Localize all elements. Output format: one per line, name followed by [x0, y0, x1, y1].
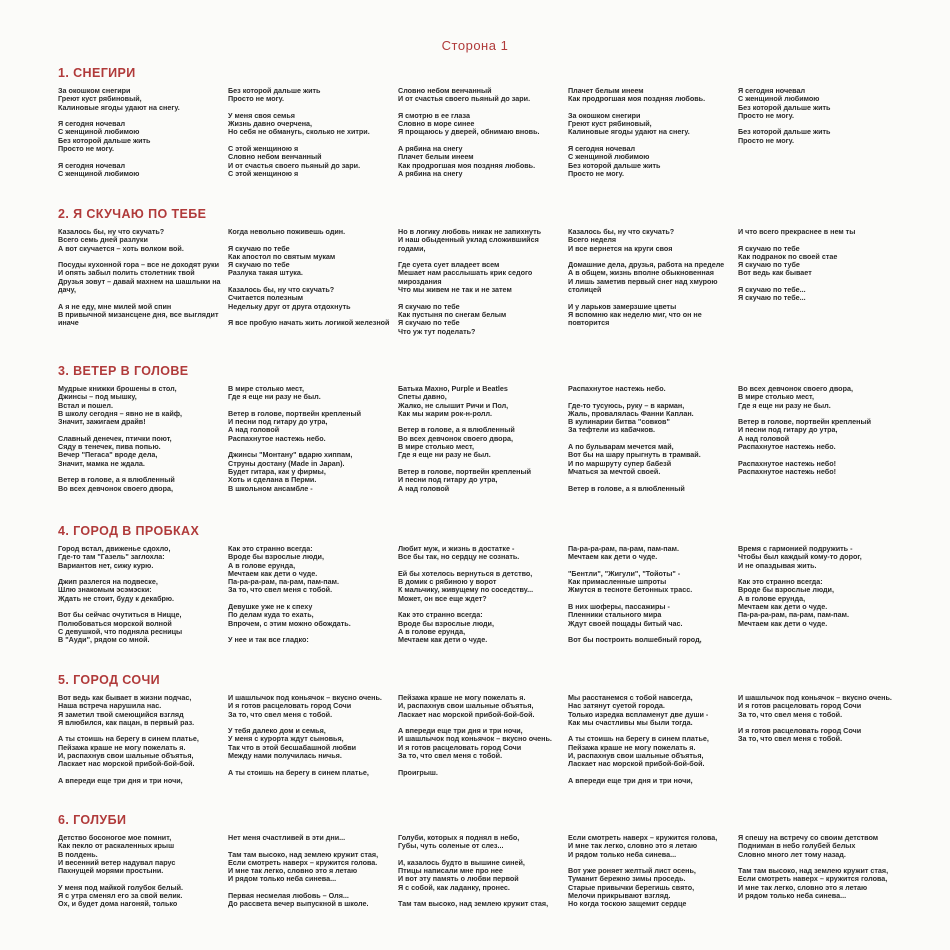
lyrics-column: Но в логику любовь никак не запихнуть И наш обыденный уклад сложившийся годами, Где суета сует владеет всем Мешает нам расслышать крик седого мироздания Что мы живем не так и не затем Я скучаю по тебе Как пустыня по снегам белым Я скучаю по тебе Что уж тут поделать?: [398, 228, 542, 336]
lyrics-column: Если смотреть наверх – кружится голова, И мне так легко, словно это я летаю И рядом только неба синева... Вот уже роняет желтый лист осень, Туманит бережно зимы проседь. Старые привычки берегишь свято, Мелочи прикрывают взгляд. Но когда тоскою защемит сердце: [568, 834, 718, 909]
lyrics-column: Казалось бы, ну что скучать? Всего неделя И все вернется на круги своя Домашние дела, друзья, работа на пределе А в общем, жизнь вполне обыкновенная И лишь заметив первый снег над хмурою столицей И у ларьков замерзшие цветы Я вспомню как неделю миг, что он не повторится: [568, 228, 725, 328]
song-2: [58, 207, 908, 336]
lyrics-column: Любит муж, и жизнь в достатке - Все бы так, но сердцу не сознать. Ей бы хотелось вернуться в детство, В домик с рябиною у ворот К мальчику, живущему по соседству... Может, он все еще ждет? Как это странно всегда: Вроде бы взрослые люди, А в голове ерунда, Мечтаем как дети о чуде.: [398, 545, 534, 645]
lyrics-column: Город встал, движенье сдохло, Где-то там "Газель" заглохла: Вариантов нет, сижу курю. Джип разлегся на подвеске, Шлю знакомым эсэмэски: Ждать не стоит, буду к декабрю. Вот бы сейчас очутиться в Ницце, Полюбоваться морской волной С девушкой, что подняла ресницы В "Ауди", рядом со мной.: [58, 545, 183, 645]
lyrics-column: И что всего прекраснее в нем ты Я скучаю по тебе Как подранок по своей стае Я скучаю по тубе Вот ведь как бывает Я скучаю по тебе... Я скучаю по тебе...: [738, 228, 856, 303]
lyrics-column: Словно небом венчанный И от счастья своего пьяный до зари. Я смотрю в ее глаза Словно в море синее Я прощаюсь у дверей, обнимаю вновь. А рябина на снегу Плачет белым инеем Как продрогшая моя поздняя любовь. А рябина на снегу: [398, 87, 540, 178]
lyrics-column: Нет меня счастливей в эти дни... Там там высоко, над землею кружит стая, Если смотреть наверх – кружится голова. И мне так легко, словно это я летаю И рядом только неба синева... Первая несмелая любовь – Оля... До рассвета вечер выпускной в школе.: [228, 834, 379, 909]
song-title: 2. Я СКУЧАЮ ПО ТЕБЕ: [58, 207, 207, 221]
lyrics-column: Мы расстанемся с тобой навсегда, Нас затянут суетой города. Только изредка вспламенут две души - Как мы счастливы мы были тогда. А ты стоишь на берегу в синем платье, Пейзажа краше не могу пожелать я. И, распахнув свои шальные объятья, Ласкает нас морской прибой-бой-бой. А впереди еще три дня и три ночи,: [568, 694, 709, 785]
lyrics-column: И шашлычок под коньячок – вкусно очень. И я готов расцеловать город Сочи За то, что свел меня с тобой. У тебя далеко дом и семья, У меня с курорта ждут сыновья, Так что в этой бесшабашной любви Между нами получилась ничья. А ты стоишь на берегу в синем платье,: [228, 694, 382, 777]
lyrics-column: Без которой дальше жить Просто не могу. У меня своя семья Жизнь давно очерчена, Но себя не обманугь, сколько не хитри. С этой женщиною я Словно небом венчанный И от счастья своего пьяный до зари. С этой женщиною я: [228, 87, 370, 178]
lyrics-column: Когда невольно поживешь один. Я скучаю по тебе Как апостол по святым мукам Я скучаю по тебе Разлука такая штука. Казалось бы, ну что скучать? Считается полезным Недельку друг от друга отдохнуть Я все пробую начать жить логикой железной: [228, 228, 390, 328]
lyrics-column: В мире столько мест, Где я еще ни разу не был. Ветер в голове, портвейн крепленый И песни под гитару до утра, А над головой Распахнутое настежь небо. Джинсы "Монтану" вдарю хиппам, Струны достану (Made in Japan). Будет гитара, как у фирмы, Хоть и сделана в Перми. В школьном ансамбле -: [228, 385, 362, 493]
song-title: 5. ГОРОД СОЧИ: [58, 673, 161, 687]
song-4: [58, 524, 908, 645]
song-title: 6. ГОЛУБИ: [58, 813, 127, 827]
lyrics-column: Плачет белым инеем Как продрогшая моя поздняя любовь. За окошком снегири Греют куст рябиновый, Калиновые ягоды удают на снегу. Я сегодня ночевал С женщиной любимою Без которой дальше жить Просто не могу.: [568, 87, 706, 178]
lyrics-column: Казалось бы, ну что скучать? Всего семь дней разлуки А вот скучается – хоть волком вой. Посуды кухонной гора – все не доходят руки И опять забыл полить столетник твой Друзья зовут – давай махнем на шашлыки на дачу, А я не еду, мне милей мой спин В привычной мизансцене дня, все выглядит иначе: [58, 228, 221, 328]
page-header: Сторона 1: [441, 38, 509, 53]
lyrics-column: Батька Махно, Purple и Beatles Спеты давно, Жалко, не слышит Ричи и Пол, Как мы жарим рок-н-ролл. Ветер в голове, а я влюбленный Во всех девчонок своего двора, В мире столько мест, Где я еще ни разу не был. Ветер в голове, портвейн крепленый И песни под гитару до утра, А над головой: [398, 385, 532, 493]
lyrics-column: И шашлычок под коньячок – вкусно очень. И я готов расцеловать город Сочи За то, что свел меня с тобой. И я готов расцеловать город Сочи За то, что свел меня с тобой.: [738, 694, 892, 744]
lyrics-column: Пейзажа краше не могу пожелать я. И, распахнув свои шальные объятья, Ласкает нас морской прибой-бой-бой. А впереди еще три дня и три ночи, И шашлычок под коньячок – вкусно очень. И я готов расцеловать город Сочи За то, что свел меня с тобой. Проигрыш.: [398, 694, 552, 777]
lyrics-column: Голуби, которых я поднял в небо, Губы, чуть соленые от слез... И, казалось будто в вышине синей, Птицы написали мне про нее И вот эту память о любви первой Я с собой, как ладанку, пронес. Там там высоко, над землею кружит стая,: [398, 834, 549, 909]
lyrics-column: Как это странно всегда: Вроде бы взрослые люди, А в голове ерунда, Мечтаем как дети о чуде. Па-ра-ра-рам, па-рам, пам-пам. За то, что свел меня с тобой. Девушке уже не к спеху По делам куда то ехать, Впрочем, с этим можно обождать. У нее и так все гладко:: [228, 545, 351, 645]
lyrics-column: Я сегодня ночевал С женщиной любимою Без которой дальше жить Просто не могу. Без которой дальше жить Просто не могу.: [738, 87, 831, 145]
lyrics-column: Во всех девчонок своего двора, В мире столько мест, Где я еще ни разу не был. Ветер в голове, портвейн крепленый И песни под гитару до утра, А над головой Распахнутое настежь небо. Распахнутое настежь небо! Распахнутое настежь небо!: [738, 385, 872, 476]
song-title: 3. ВЕТЕР В ГОЛОВЕ: [58, 364, 189, 378]
lyrics-column: Мудрые книжки брошены в стол, Джинсы – под мышку, Встал и пошел. В школу сегодня – явно не в кайф, Значит, зажигаем драйв! Славный денечек, птички поют, Сяду в тенечек, пива попью. Вечер "Пегаса" вроде дела, Значит, мамка не ждала. Ветер в голове, а я влюбленный Во всех девчонок своего двора,: [58, 385, 183, 493]
lyrics-column: Распахнутое настежь небо. Где-то тусуюсь, руку – в карман, Жаль, провалялась Фанни Каплан. В кулинарии битва "совков" За тефтели из кабачков. А по бульварам мечется май, Вот бы на шару прыгнуть в трамвай. И по маршруту супер бабезй Мчаться за мечтой своей. Ветер в голове, а я влюбленный: [568, 385, 701, 493]
lyrics-column: Па-ра-ра-рам, па-рам, пам-пам. Мечтаем как дети о чуде. "Бентли", "Жигули", "Тойоты" - Как примасленные шпроты Жмутся в тесноте бетонных трасс. В них шоферы, пассажиры - Пленники стального мира Ждут своей пощады битый час. Вот бы построить волшебный город,: [568, 545, 702, 645]
lyrics-column: За окошком снегири Греют куст рябиновый, Калиновые ягоды удают на снегу. Я сегодня ночевал С женщиной любимою Без которой дальше жить Просто не могу. Я сегодня ночевал С женщиной любимою: [58, 87, 180, 178]
song-5: [58, 673, 908, 785]
lyrics-column: Детство босоногое мое помнит, Как пекло от раскаленных крыш В полдень. И весенний ветер надувал парус Пахнущей морями простыни. У меня под майкой голубок белый. Я с утра сменял его за свой велик. Ох, и будет дома нагоняй, только: [58, 834, 184, 909]
song-title: 4. ГОРОД В ПРОБКАХ: [58, 524, 200, 538]
lyrics-column: Вот ведь как бывает в жизни подчас, Наша встреча нарушила нас. Я заметил твой смеющийся взгляд Я влюбился, как пацан, в первый раз. А ты стоишь на берегу в синем платье, Пейзажа краше не могу пожелать я. И, распахнув свои шальные объятья, Ласкает нас морской прибой-бой-бой. А впереди еще три дня и три ночи,: [58, 694, 199, 785]
song-title: 1. СНЕГИРИ: [58, 66, 136, 80]
song-1: [58, 66, 908, 178]
lyrics-column: Время с гармонией подружить - Чтобы был каждый кому-то дорог, И не опаздывая жить. Как это странно всегда: Вроде бы взрослые люди, А в голове ерунда, Мечтаем как дети о чуде. Па-ра-ра-рам, па-рам, пам-пам. Мечтаем как дети о чуде.: [738, 545, 862, 628]
song-6: [58, 813, 908, 909]
song-3: [58, 364, 908, 493]
lyrics-column: Я спешу на встречу со своим детством Подниман в небо голубей белых Словно много лет тому назад. Там там высоко, над землею кружит стая, Если смотреть наверх – кружится голова, И мне так легко, словно это я летаю И рядом только неба синева...: [738, 834, 889, 901]
